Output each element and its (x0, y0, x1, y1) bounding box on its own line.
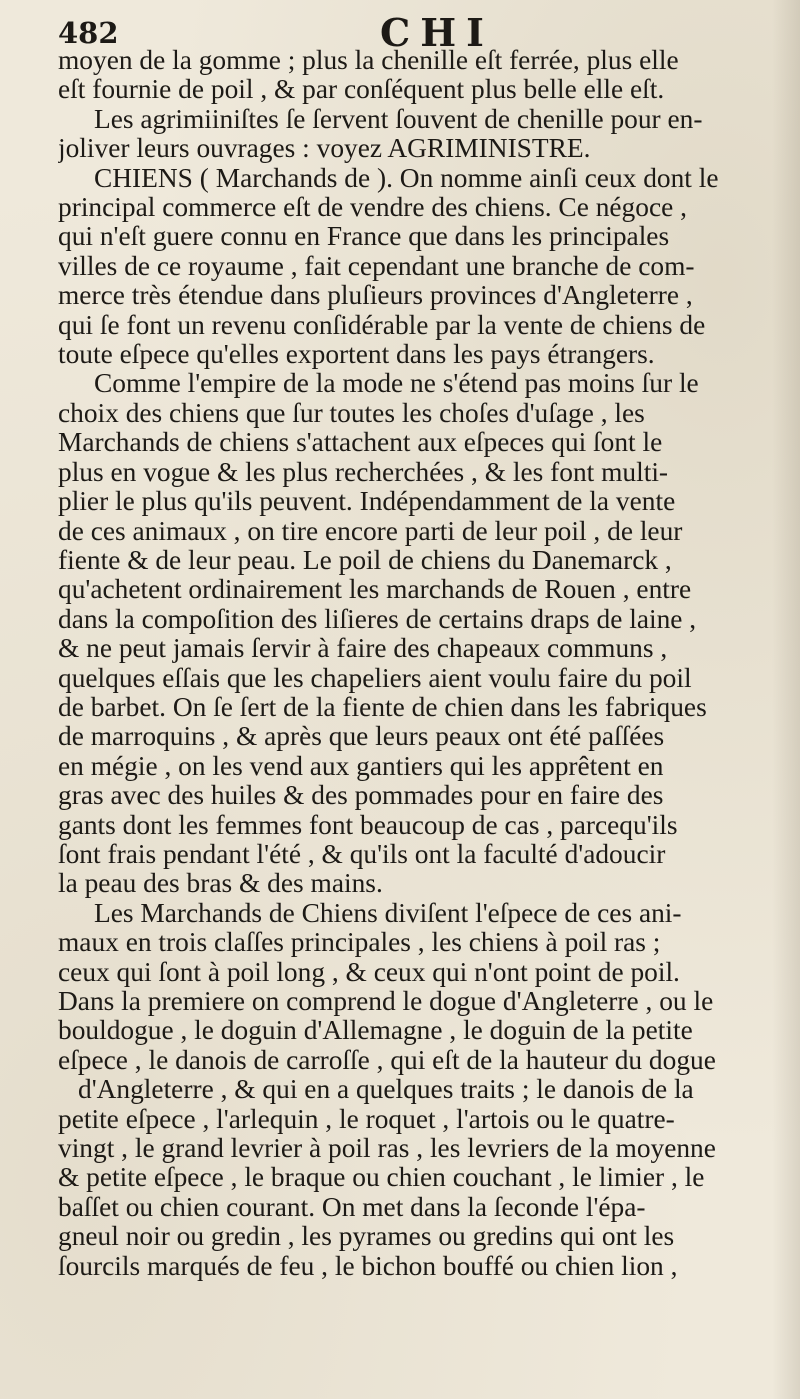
text-line: principal commerce eſt de vendre des chiens. Ce négoce , (58, 193, 687, 223)
text-line: villes de ce royaume , fait cependant une branche de com- (58, 251, 695, 281)
text-line: plier le plus qu'ils peuvent. Indépendamment de la vente (58, 487, 676, 517)
text-line: ſont frais pendant l'été , & qu'ils ont la faculté d'adoucir (58, 839, 666, 869)
text-line: eſpece , le danois de carroſſe , qui eſt de la hauteur du dogue (58, 1045, 716, 1075)
text-line: Marchands de chiens s'attachent aux eſpeces qui ſont le (58, 428, 663, 458)
text-line: & petite eſpece , le braque ou chien couchant , le limier , le (58, 1163, 705, 1193)
text-line: d'Angleterre , & qui en a quelques traits ; le danois de la (78, 1075, 694, 1105)
page-number: 482 (58, 16, 119, 50)
text-line: plus en vogue & les plus recherchées , & les font multi- (58, 457, 669, 487)
paragraph-start-line: CHIENS ( Marchands de ). On nomme ainſi ceux dont le (94, 163, 719, 193)
text-line: merce très étendue dans pluſieurs provinces d'Angleterre , (58, 281, 693, 311)
text-line: quelques eſſais que les chapeliers aient voulu faire du poil (58, 663, 692, 693)
text-line: dans la compoſition des liſieres de certains draps de laine , (58, 604, 697, 634)
text-line: choix des chiens que ſur toutes les choſes d'uſage , les (58, 398, 645, 428)
text-line: & ne peut jamais ſervir à faire des chapeaux communs , (58, 634, 668, 664)
text-line: gneul noir ou gredin , les pyrames ou gredins qui ont les (58, 1222, 675, 1252)
paragraph-start-line: Les Marchands de Chiens diviſent l'eſpece de ces ani- (94, 898, 682, 928)
text-line: qu'achetent ordinairement les marchands de Rouen , entre (58, 575, 692, 605)
text-line: qui n'eſt guere connu en France que dans les principales (58, 222, 670, 252)
text-line: fiente & de leur peau. Le poil de chiens du Danemarck , (58, 545, 672, 575)
text-line: bouldogue , le doguin d'Allemagne , le doguin de la petite (58, 1016, 693, 1046)
text-line: qui ſe font un revenu conſidérable par la vente de chiens de (58, 310, 706, 340)
text-line: joliver leurs ouvrages : voyez AGRIMINISTRE. (58, 134, 591, 164)
text-line: baſſet ou chien courant. On met dans la ſeconde l'épa- (58, 1192, 646, 1222)
paragraph-start-line: Comme l'empire de la mode ne s'étend pas moins ſur le (94, 369, 699, 399)
text-line: maux en trois claſſes principales , les chiens à poil ras ; (58, 928, 661, 958)
text-line: ſourcils marqués de feu , le bichon bouffé ou chien lion , (58, 1251, 678, 1281)
text-line: de ces animaux , on tire encore parti de leur poil , de leur (58, 516, 683, 546)
text-line: toute eſpece qu'elles exportent dans les pays étrangers. (58, 340, 655, 370)
paragraph-start-line: Les agrimiiniſtes ſe ſervent ſouvent de chenille pour en- (94, 104, 703, 134)
running-head: CHI (380, 10, 494, 55)
text-line: la peau des bras & des mains. (58, 869, 383, 899)
text-line: gras avec des huiles & des pommades pour en faire des (58, 781, 664, 811)
text-line: Dans la premiere on comprend le dogue d'Angleterre , ou le (58, 987, 714, 1016)
text-line: moyen de la gomme ; plus la chenille eſt ferrée, plus elle (58, 46, 679, 75)
text-line: de barbet. On ſe ſert de la fiente de chien dans les fabriques (58, 692, 707, 722)
text-line: vingt , le grand levrier à poil ras , les levriers de la moyenne (58, 1134, 716, 1164)
text-line: gants dont les femmes font beaucoup de cas , parcequ'ils (58, 810, 678, 840)
text-line: en mégie , on les vend aux gantiers qui les apprêtent en (58, 751, 664, 781)
text-body (58, 46, 778, 1281)
text-line: petite eſpece , l'arlequin , le roquet , l'artois ou le quatre- (58, 1104, 675, 1134)
text-line: eſt fournie de poil , & par conſéquent plus belle elle eſt. (58, 75, 665, 105)
text-line: ceux qui ſont à poil long , & ceux qui n'ont point de poil. (58, 957, 680, 987)
text-line: de marroquins , & après que leurs peaux ont été paſſées (58, 722, 665, 752)
